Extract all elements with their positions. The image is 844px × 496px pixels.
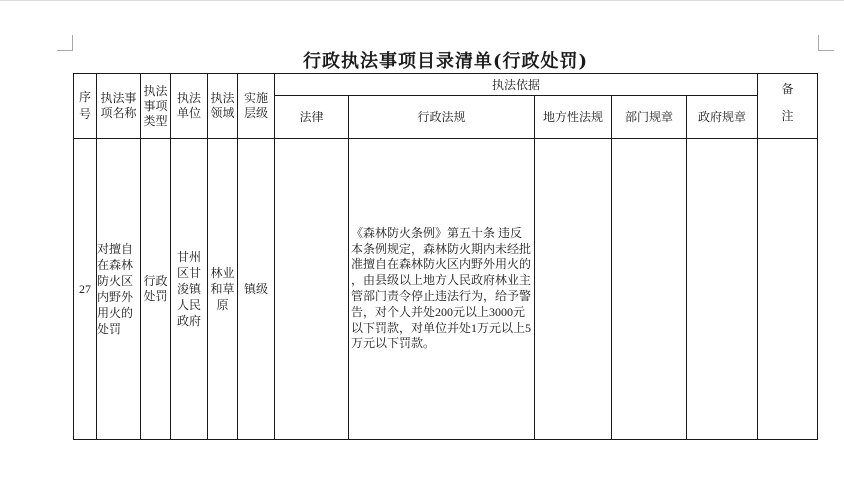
header-cell-remarks: [758, 74, 818, 139]
regulation-text-line: 管部门责令停止违法行为，给予警: [351, 289, 532, 303]
header-cell-seq: [74, 74, 97, 139]
row-cell-seq: [74, 139, 97, 440]
header-law-label: 法律: [299, 110, 324, 124]
enforcement-table: [73, 73, 818, 440]
row-cell-field: [208, 139, 238, 440]
row-cell-item-name: [97, 139, 141, 440]
crop-mark-top-right-horizontal: [818, 50, 834, 51]
row-item-name-value: 对擅自在森林防火区内野外用火的处罚: [97, 242, 134, 336]
header-dept-rule-label: 部门规章: [624, 110, 673, 124]
header-unit-label: 执法单位: [176, 91, 201, 120]
header-cell-gov-rule: [687, 96, 758, 139]
page-top-edge: [0, 0, 844, 1]
header-cell-field: [208, 74, 238, 139]
regulation-text-line: 以下罚款，对单位并处1万元以上5: [351, 320, 532, 335]
header-cell-local-regulation: [535, 96, 612, 139]
regulation-text-line: 本条例规定，森林防火期内未经批: [351, 241, 532, 256]
header-cell-basis: [275, 74, 758, 96]
header-admin-regulation-label: 行政法规: [417, 110, 466, 124]
header-cell-level: [238, 74, 275, 139]
header-cell-law: [275, 96, 349, 139]
row-cell-unit: [171, 139, 208, 440]
row-cell-gov-rule: [687, 139, 758, 440]
row-cell-admin-regulation: [349, 139, 535, 440]
header-cell-unit: [171, 74, 208, 139]
row-cell-local-regulation: [535, 139, 612, 440]
header-cell-item-type: [141, 74, 171, 139]
crop-mark-top-left-horizontal: [57, 50, 73, 51]
row-cell-law: [275, 139, 349, 440]
header-basis-label: 执法依据: [491, 77, 540, 92]
row-field-value: 林业和草原: [210, 266, 235, 312]
header-field-label: 执法领域: [210, 91, 235, 120]
header-seq-label: 序号: [78, 90, 91, 121]
regulation-text-line: ，由县级以上地方人民政府林业主: [351, 273, 532, 288]
header-cell-item-name: [97, 74, 141, 139]
header-cell-dept-rule: [612, 96, 687, 139]
header-item-type-label: 执法事项类型: [143, 83, 168, 128]
header-level-label: 实施层级: [243, 91, 268, 120]
row-cell-dept-rule: [612, 139, 687, 440]
regulation-text-line: 告，对个人并处200元以上3000元: [351, 304, 526, 319]
header-item-name-label: 执法事项名称: [100, 91, 137, 120]
row-admin-regulation-text: [349, 226, 531, 352]
header-remarks-label: 备注: [781, 81, 794, 123]
regulation-text-line: 准擅自在森林防火区内野外用火的: [351, 257, 532, 272]
header-gov-rule-label: 政府规章: [697, 110, 746, 124]
regulation-text-line: 《森林防火条例》第五十条 违反: [351, 225, 523, 240]
row-cell-level: [238, 139, 275, 440]
row-seq-value: 27: [79, 282, 91, 296]
row-item-type-value: 行政处罚: [143, 274, 168, 303]
crop-mark-top-right-vertical: [818, 35, 819, 51]
row-level-value: 镇级: [243, 282, 268, 296]
row-cell-item-type: [141, 139, 171, 440]
row-cell-remarks: [758, 139, 818, 440]
crop-mark-top-left-vertical: [72, 35, 73, 51]
header-local-regulation-label: 地方性法规: [542, 110, 603, 124]
regulation-text-line: 万元以下罚款。: [351, 336, 436, 351]
header-cell-admin-regulation: [349, 96, 535, 139]
row-unit-value: 甘州区甘浚镇人民政府: [176, 250, 201, 328]
document-title: 行政执法事项目录清单(行政处罚): [302, 51, 589, 72]
